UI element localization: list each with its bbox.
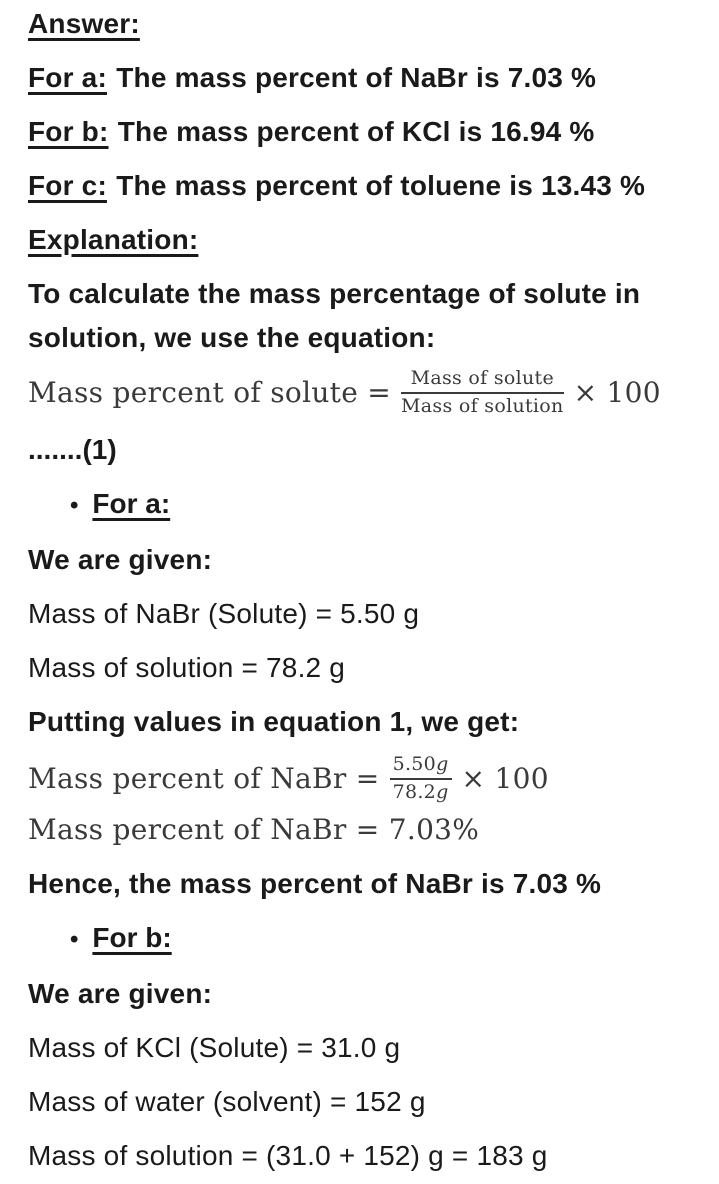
result-label-a: For a: [28, 62, 107, 93]
bullet-label-a: For a: [92, 487, 171, 519]
bullet-icon: • [70, 926, 79, 954]
given-heading-a: We are given: [28, 543, 213, 575]
numerator-value: 5.50 [392, 752, 437, 775]
substitution-fraction-denominator [390, 780, 452, 804]
result-equation-a: Mass percent of NaBr = 7.03% [28, 813, 480, 847]
formula-fraction [401, 368, 564, 418]
answer-heading-text: Answer: [28, 8, 140, 39]
result-label-c: For c: [28, 170, 107, 201]
result-text-a: The mass percent of NaBr is 7.03 % [116, 62, 597, 93]
substitution-multiplier: × 100 [461, 762, 549, 796]
formula-fraction-numerator: Mass of solute [401, 368, 564, 394]
result-line-a [28, 56, 699, 100]
given-line-kcl-mass: Mass of KCl (Solute) = 31.0 g [28, 1032, 401, 1064]
result-text-c: The mass percent of toluene is 13.43 % [116, 170, 646, 201]
formula-multiplier: × 100 [573, 376, 661, 410]
bullet-label-b: For b: [92, 922, 172, 954]
given-line-nabr-mass: Mass of NaBr (Solute) = 5.50 g [28, 597, 420, 629]
result-label-b: For b: [28, 116, 109, 147]
answer-heading [28, 2, 699, 46]
bullet-item-a [28, 482, 699, 528]
formula-equation [28, 368, 699, 418]
bullet-icon: • [70, 491, 79, 519]
given-line-water-mass: Mass of water (solvent) = 152 g [28, 1086, 426, 1118]
denominator-value: 78.2 [392, 780, 437, 803]
numerator-unit: g [436, 752, 449, 775]
substitution-fraction-numerator [390, 754, 452, 780]
given-line-solution-mass: Mass of solution = 78.2 g [28, 651, 346, 683]
given-heading-b: We are given: [28, 978, 213, 1010]
intro-paragraph: To calculate the mass percentage of solute in solution, we use the equation: [28, 278, 641, 353]
explanation-heading-text: Explanation: [28, 224, 199, 255]
given-line-solution-total: Mass of solution = (31.0 + 152) g = 183 g [28, 1140, 548, 1172]
formula-fraction-denominator: Mass of solution [401, 394, 564, 417]
substitution-fraction [390, 754, 452, 804]
result-line-b [28, 110, 699, 154]
formula-lhs: Mass percent of solute = [28, 376, 392, 410]
substitution-lhs: Mass percent of NaBr = [28, 762, 380, 796]
conclusion-a: Hence, the mass percent of NaBr is 7.03 % [28, 868, 602, 900]
explanation-heading [28, 218, 699, 262]
result-line-c [28, 164, 699, 208]
result-text-b: The mass percent of KCl is 16.94 % [117, 116, 595, 147]
putting-heading-a: Putting values in equation 1, we get: [28, 705, 520, 737]
bullet-item-b [28, 916, 699, 962]
equation-ref: .......(1) [28, 433, 117, 465]
substitution-equation-a [28, 754, 699, 804]
denominator-unit: g [436, 780, 449, 803]
